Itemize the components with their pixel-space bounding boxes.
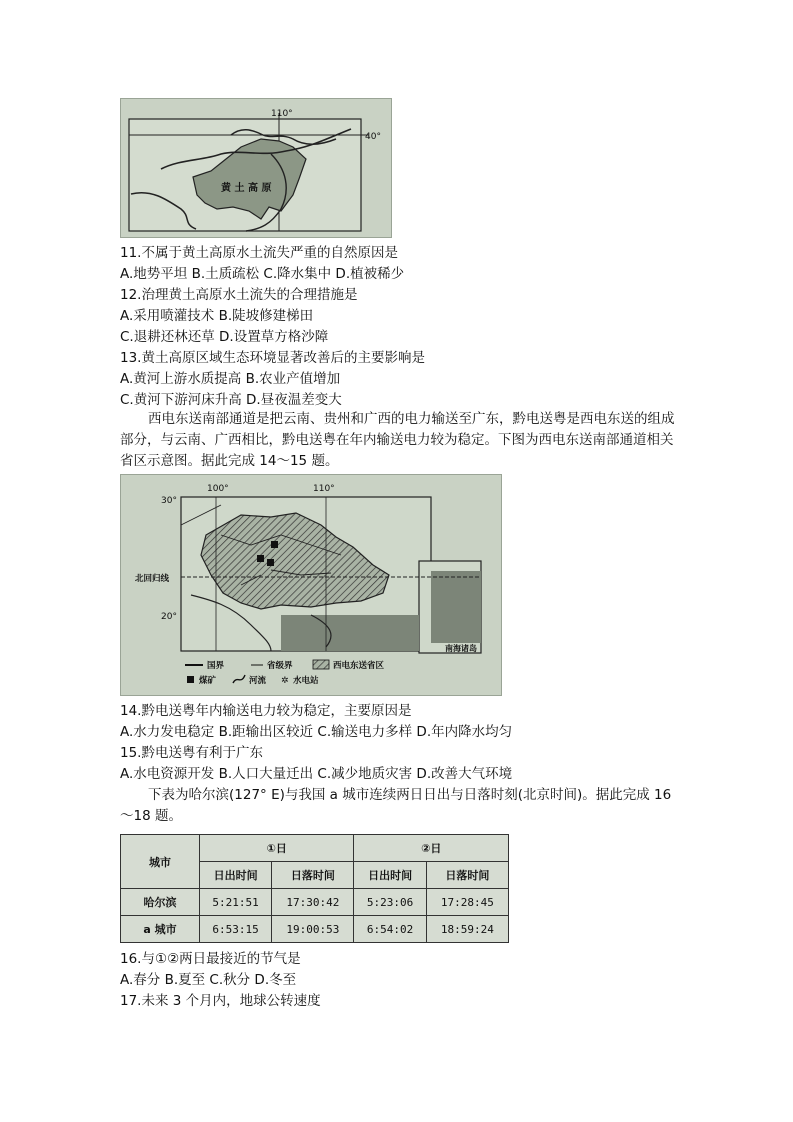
map2-lat2: 20° (161, 612, 177, 622)
legend-border: 国界 (207, 661, 225, 671)
map2-lon2: 110° (313, 484, 335, 494)
table-header-day2: ②日 (354, 835, 509, 862)
question-line: C.黄河下游河床升高 D.昼夜温差变大 (120, 392, 342, 408)
passage-west-east-power: 西电东送南部通道是把云南、贵州和广西的电力输送至广东，黔电送粤是西电东送的组成部分，与云南、广西相比，黔电送粤在年内输送电力较为稳定。下图为西电东送南部通道相关省区示意图。据此完成 14～15 题。 (120, 411, 675, 469)
sunrise-sunset-table (120, 834, 509, 943)
map2-lon1: 100° (207, 484, 229, 494)
question-line: C.退耕还林还草 D.设置草方格沙障 (120, 329, 329, 345)
table-cell: 19:00:53 (272, 916, 354, 943)
loess-plateau-map (120, 98, 392, 238)
question-line: A.水电资源开发 B.人口大量迁出 C.减少地质灾害 D.改善大气环境 (120, 766, 513, 782)
question-line: 16.与①②两日最接近的节气是 (120, 951, 301, 967)
question-line: A.地势平坦 B.土质疏松 C.降水集中 D.植被稀少 (120, 266, 405, 282)
table-header-city: 城市 (121, 835, 200, 889)
table-cell-city: a 城市 (121, 916, 200, 943)
svg-text:✲: ✲ (281, 676, 289, 686)
question-line: 13.黄土高原区域生态环境显著改善后的主要影响是 (120, 350, 425, 366)
question-line: A.黄河上游水质提高 B.农业产值增加 (120, 371, 341, 387)
table-cell: 5:23:06 (354, 889, 426, 916)
question-line: 11.不属于黄土高原水土流失严重的自然原因是 (120, 245, 398, 261)
table-header-sunset: 日落时间 (272, 862, 354, 889)
map2-tropic-label: 北回归线 (135, 574, 170, 584)
table-cell: 6:53:15 (200, 916, 272, 943)
map1-lat-label: 40° (365, 132, 381, 142)
loess-map-svg (121, 99, 391, 237)
map2-inset-label: 南海诸岛 (445, 644, 477, 653)
table-cell: 17:28:45 (426, 889, 508, 916)
map1-lon-label: 110° (271, 109, 293, 119)
question-line: 15.黔电送粤有利于广东 (120, 745, 263, 761)
legend-region: 西电东送省区 (333, 661, 385, 671)
table-cell: 17:30:42 (272, 889, 354, 916)
table-cell: 18:59:24 (426, 916, 508, 943)
question-line: 12.治理黄土高原水土流失的合理措施是 (120, 287, 358, 303)
legend-hydro: 水电站 (293, 676, 319, 686)
table-row (121, 889, 509, 916)
question-line: 17.未来 3 个月内，地球公转速度 (120, 993, 321, 1009)
table-header-day1: ①日 (200, 835, 354, 862)
table-cell-city: 哈尔滨 (121, 889, 200, 916)
question-line: A.采用喷灌技术 B.陡坡修建梯田 (120, 308, 314, 324)
table-header-sunrise: 日出时间 (354, 862, 426, 889)
question-line: 14.黔电送粤年内输送电力较为稳定，主要原因是 (120, 703, 412, 719)
table-header-sunset: 日落时间 (426, 862, 508, 889)
table-header-sunrise: 日出时间 (200, 862, 272, 889)
question-line: A.春分 B.夏至 C.秋分 D.冬至 (120, 972, 297, 988)
legend-coal: 煤矿 (199, 676, 217, 686)
map2-lat1: 30° (161, 496, 177, 506)
table-cell: 5:21:51 (200, 889, 272, 916)
question-line: A.水力发电稳定 B.距输出区较近 C.输送电力多样 D.年内降水均匀 (120, 724, 513, 740)
power-map-svg (121, 475, 501, 695)
map1-region-label: 黄 土 高 原 (221, 183, 272, 194)
legend-river: 河流 (249, 676, 267, 686)
legend-province: 省级界 (267, 661, 293, 671)
table-cell: 6:54:02 (354, 916, 426, 943)
passage-sunrise-table: 下表为哈尔滨(127° E)与我国 a 城市连续两日日出与日落时刻(北京时间)。据此完成 16～18 题。 (120, 787, 672, 824)
power-transmission-map (120, 474, 502, 696)
table-row (121, 916, 509, 943)
